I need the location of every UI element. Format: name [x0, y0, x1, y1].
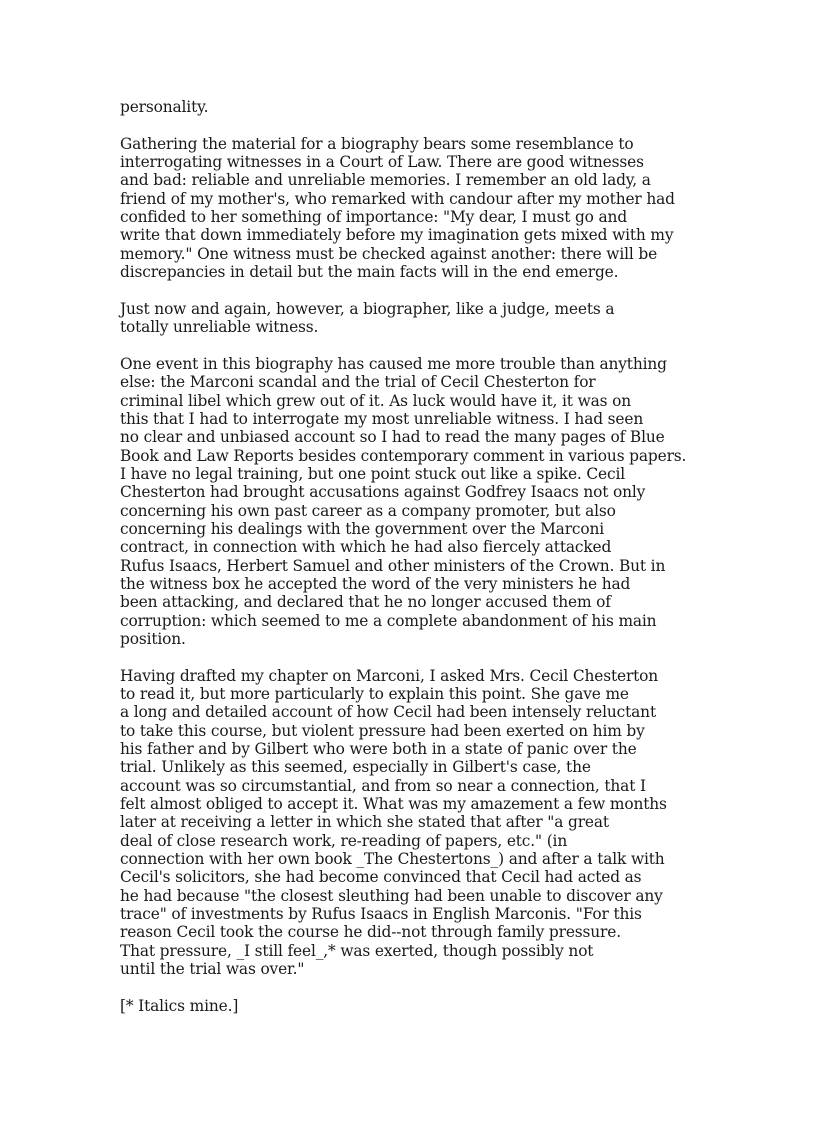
text-line: a long and detailed account of how Cecil had been intensely reluctant: [120, 703, 656, 722]
text-line: connection with her own book _The Chestertons_) and after a talk with: [120, 850, 665, 869]
text-line: discrepancies in detail but the main facts will in the end emerge.: [120, 263, 619, 282]
text-line: else: the Marconi scandal and the trial of Cecil Chesterton for: [120, 373, 596, 392]
text-line: trial. Unlikely as this seemed, especially in Gilbert's case, the: [120, 758, 591, 777]
text-line: his father and by Gilbert who were both in a state of panic over the: [120, 740, 637, 759]
text-line: memory." One witness must be checked against another: there will be: [120, 244, 658, 263]
text-line: reason Cecil took the course he did--not through family pressure.: [120, 923, 621, 942]
text-line: [* Italics mine.]: [120, 996, 239, 1015]
text-line: and bad: reliable and unreliable memories. I remember an old lady, a: [120, 171, 651, 190]
text-line: concerning his dealings with the government over the Marconi: [120, 519, 605, 538]
text-line: totally unreliable witness.: [120, 318, 319, 337]
text-line: criminal libel which grew out of it. As luck would have it, it was on: [120, 391, 631, 410]
text-line: Gathering the material for a biography bears some resemblance to: [120, 134, 634, 153]
text-line: Chesterton had brought accusations against Godfrey Isaacs not only: [120, 483, 646, 502]
text-line: no clear and unbiased account so I had to read the many pages of Blue: [120, 428, 665, 447]
text-line: Book and Law Reports besides contemporary comment in various papers.: [120, 446, 687, 465]
text-line: this that I had to interrogate my most unreliable witness. I had seen: [120, 409, 644, 428]
paragraph-gathering-material: [120, 135, 680, 282]
text-line: account was so circumstantial, and from so near a connection, that I: [120, 776, 646, 795]
text-line: until the trial was over.": [120, 960, 305, 979]
text-line: been attacking, and declared that he no longer accused them of: [120, 593, 611, 612]
text-line: concerning his own past career as a company promoter, but also: [120, 501, 616, 520]
text-line: Cecil's solicitors, she had become convinced that Cecil had acted as: [120, 868, 642, 887]
paragraph-mrs-cecil-chesterton: [120, 667, 680, 979]
paragraph-marconi-scandal: [120, 354, 687, 649]
text-line: personality.: [120, 98, 209, 116]
text-line: felt almost obliged to accept it. What was my amazement a few months: [120, 795, 667, 814]
text-line: position.: [120, 629, 186, 648]
text-line: That pressure, _I still feel_,* was exerted, though possibly not: [120, 941, 594, 960]
text-line: to take this course, but violent pressure had been exerted on him by: [120, 721, 645, 740]
text-line: I have no legal training, but one point stuck out like a spike. Cecil: [120, 464, 625, 483]
document-page: [120, 98, 687, 1034]
paragraph-unreliable-witness: [120, 300, 680, 337]
text-line: write that down immediately before my imagination gets mixed with my: [120, 226, 674, 245]
text-line: trace" of investments by Rufus Isaacs in English Marconis. "For this: [120, 905, 642, 924]
text-line: contract, in connection with which he had also fiercely attacked: [120, 538, 612, 557]
text-line: he had because "the closest sleuthing had been unable to discover any: [120, 886, 663, 905]
paragraph-personality: [120, 98, 680, 116]
text-line: Having drafted my chapter on Marconi, I asked Mrs. Cecil Chesterton: [120, 666, 659, 685]
text-line: later at receiving a letter in which she stated that after "a great: [120, 813, 609, 832]
text-line: Just now and again, however, a biographer, like a judge, meets a: [120, 299, 615, 318]
text-line: Rufus Isaacs, Herbert Samuel and other ministers of the Crown. But in: [120, 556, 666, 575]
text-line: confided to her something of importance: "My dear, I must go and: [120, 208, 628, 227]
text-line: corruption: which seemed to me a complete abandonment of his main: [120, 611, 657, 630]
text-line: interrogating witnesses in a Court of Law. There are good witnesses: [120, 153, 644, 172]
text-line: deal of close research work, re-reading of papers, etc." (in: [120, 831, 568, 850]
text-line: friend of my mother's, who remarked with candour after my mother had: [120, 189, 675, 208]
text-line: to read it, but more particularly to explain this point. She gave me: [120, 685, 629, 703]
footnote-italics-mine: [120, 997, 680, 1015]
text-line: One event in this biography has caused me more trouble than anything: [120, 354, 667, 373]
text-line: the witness box he accepted the word of the very ministers he had: [120, 574, 631, 593]
